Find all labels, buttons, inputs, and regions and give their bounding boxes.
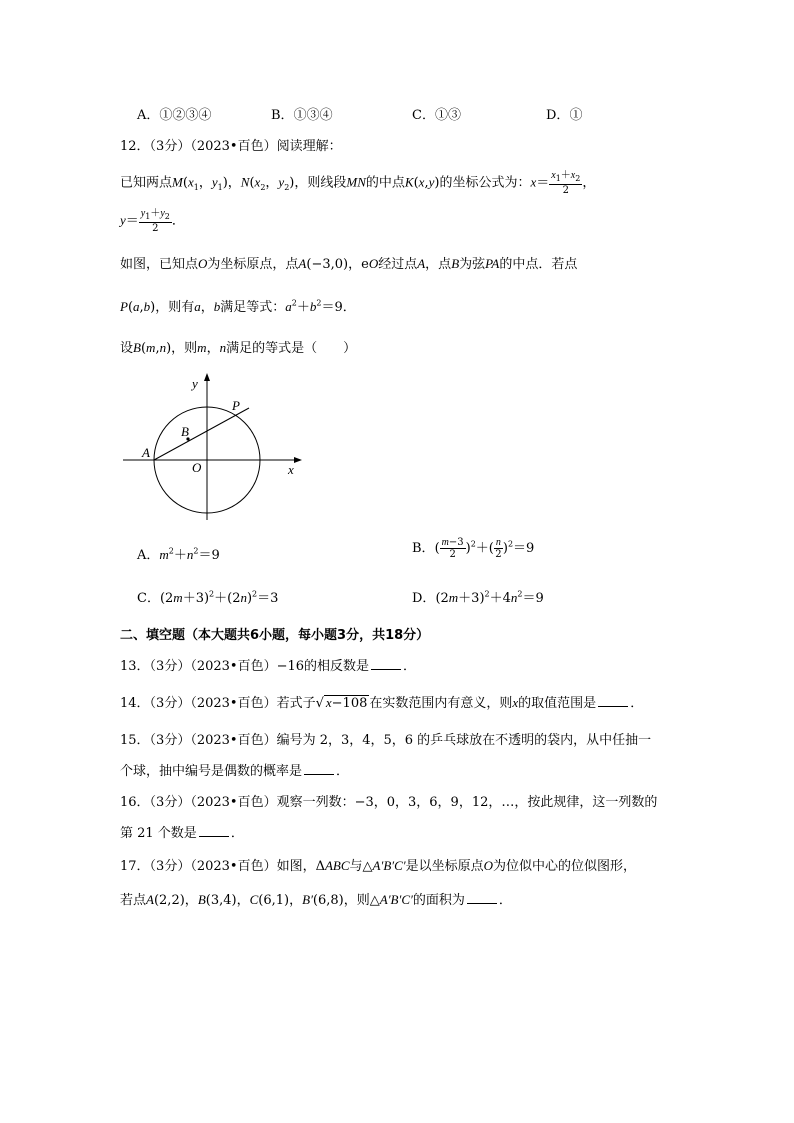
- answer-blank[interactable]: [467, 893, 497, 904]
- label-x: x: [288, 462, 294, 477]
- q12-line2: y＝ $\frac{y_1+y_2}{2}$ ．: [120, 208, 185, 234]
- q11-option-a: A．①②③④: [137, 108, 212, 123]
- label-y: y: [192, 376, 198, 391]
- chord-pa: [154, 408, 249, 460]
- q12-line3: 如图，已知点O为坐标原点，点A(−3,0)，eO经过点A，点B为弦PA的中点．若点: [120, 256, 578, 272]
- answer-blank[interactable]: [304, 764, 334, 775]
- q12-option-c: C．$(2m+3)^2+(2n)^2=3$: [137, 589, 279, 606]
- q12-line1: 已知两点$M(x_1$，$y_1$)，$N(x_2$，$y_2$)，则线段MN的中点K(x,y)的坐标公式为：x＝ $\frac{x_1+x_2}{2}$ ，: [120, 170, 596, 196]
- x-axis-arrow: [294, 457, 302, 463]
- answer-blank[interactable]: [199, 826, 229, 837]
- q12-option-a: A．$m^2+n^2=9$: [137, 546, 220, 563]
- q12-line5: 设B(m,n)，则m，n满足的等式是（ ）: [120, 340, 357, 356]
- q12-line4: P(a,b)，则有a，b满足等式：$a^2+b^2=9$．: [120, 298, 356, 315]
- q16-line2: 第 21 个数是 ．: [120, 826, 244, 841]
- q17-line2: 若点A(2,2)，B(3,4)，C(6,1)，B′(6,8)，则△A′B′C′的面积为 ．: [120, 892, 512, 908]
- q15-line2: 个球，抽中编号是偶数的概率是 ．: [120, 764, 350, 779]
- q12-header: 12．（3分）（2023•百色）阅读理解：: [120, 139, 342, 154]
- q13: 13．（3分）（2023•百色）−16的相反数是 ．: [120, 659, 417, 674]
- label-b: B: [181, 424, 189, 439]
- y-axis-arrow: [204, 373, 210, 381]
- q14: 14．（3分）（2023•百色）若式子√ x−108 在实数范围内有意义，则x的取值范围是 ．: [120, 695, 644, 711]
- q11-option-d: D．①: [546, 108, 583, 123]
- answer-blank[interactable]: [598, 696, 628, 707]
- q17-line1: 17．（3分）（2023•百色）如图，ΔABC与△A′B′C′是以坐标原点O为位似中心的位似图形，: [120, 858, 637, 874]
- q12-option-d: D．$(2m+3)^2+4n^2=9$: [412, 589, 544, 606]
- label-a: A: [142, 445, 150, 460]
- label-o: O: [192, 460, 202, 475]
- label-p: P: [232, 398, 240, 413]
- q16-line1: 16．（3分）（2023•百色）观察一列数：−3，0，3，6，9，12，…，按此规律，这一列数的: [120, 795, 658, 810]
- answer-blank[interactable]: [371, 659, 401, 670]
- section-heading-fill-in: 二、填空题（本大题共6小题，每小题3分，共18分）: [120, 628, 430, 643]
- q12-figure: [118, 370, 308, 525]
- q11-option-b: B．①③④: [271, 108, 333, 123]
- q12-option-b: B．( $\frac{m-3}{2}$ )$^2$＋( $\frac{n}{2}$ )$^2$＝9: [412, 537, 535, 560]
- q11-option-c: C．①③: [412, 108, 461, 123]
- q15-line1: 15．（3分）（2023•百色）编号为 2，3，4，5，6 的乒乓球放在不透明的袋内，从中任抽一: [120, 733, 652, 748]
